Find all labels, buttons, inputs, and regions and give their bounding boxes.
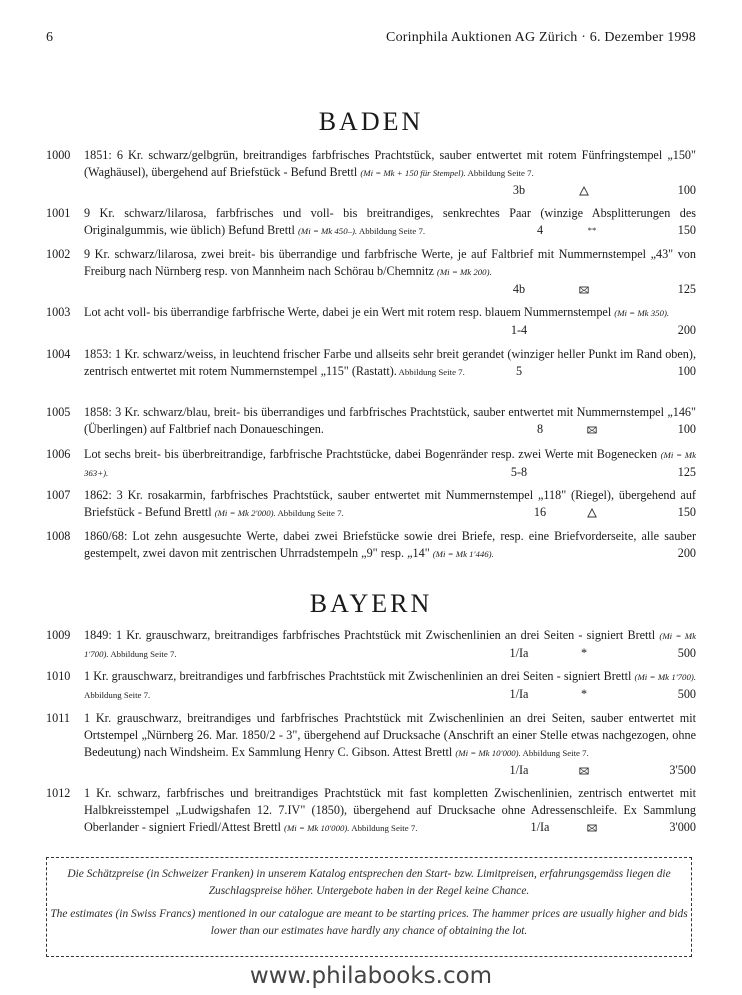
catalog-value: (Mi = Mk 350). — [614, 308, 670, 318]
lot-meta — [516, 504, 696, 521]
unused-gum-star-icon: * — [580, 687, 588, 701]
estimate-price: 3'500 — [669, 763, 696, 777]
illustration-ref: Abbildung Seite 7. — [396, 367, 465, 377]
lot-meta — [484, 686, 696, 703]
estimate-price: 125 — [677, 282, 696, 296]
catalog-value: (Mi = Mk 1'446). — [432, 549, 494, 559]
lot-number: 1010 — [46, 669, 71, 683]
lot-1010 — [46, 668, 696, 704]
unused-gum-stars-icon: ** — [587, 225, 597, 235]
cover-envelope-icon — [564, 281, 604, 298]
lot-description — [84, 147, 696, 197]
lot-1009 — [46, 627, 696, 663]
illustration-ref: Abbildung Seite 7. — [275, 508, 344, 518]
notice-english: The estimates (in Swiss Francs) mentioned in our catalogue are meant to be starting prices. The hammer prices are usually higher and bids lower than our estimates have hardly any chance of obtaining the lot. — [50, 908, 688, 937]
catalog-number: 1/Ia — [509, 646, 529, 660]
lot-description — [84, 487, 696, 522]
lot-description — [84, 205, 696, 240]
catalog-number: 1/Ia — [530, 820, 550, 834]
lot-meta — [626, 545, 696, 562]
lot-text: 1851: 6 Kr. schwarz/gelbgrün, breitrandiges farbfrisches Prachtstück, sauber entwertet mit rotem Fünfringstempel „150" (Waghäusel), übergehend auf Briefstück - Befund Brettl — [84, 148, 696, 179]
cover-envelope-icon — [572, 819, 612, 836]
lot-description — [84, 627, 696, 663]
cover-envelope-icon — [564, 762, 604, 779]
lot-text: 9 Kr. schwarz/lilarosa, zwei breit- bis überrandige und farbfrische Werte, je auf Faltbrief mit Nummernstempel „43" von Freiburg nach Nürnberg resp. von Mannheim nach Schörau b/Chemnitz — [84, 247, 696, 278]
catalog-value: (Mi = Mk 10'000). — [455, 748, 521, 758]
illustration-ref: Abbildung Seite 7. — [108, 649, 177, 659]
catalog-value: (Mi = Mk 10'000). — [284, 823, 350, 833]
estimate-price: 100 — [677, 364, 696, 378]
footer-url: www.philabooks.com — [249, 963, 493, 989]
catalog-value: (Mi = Mk + 150 für Stempel). — [360, 168, 466, 178]
lot-1006 — [46, 446, 696, 482]
catalog-value: (Mi = Mk 2'000). — [214, 508, 276, 518]
catalog-value: (Mi = Mk 363+). — [84, 450, 696, 478]
lot-number: 1000 — [46, 148, 71, 162]
catalog-value: (Mi = Mk 1'700). — [84, 631, 696, 659]
lot-text: 1 Kr. grauschwarz, breitrandiges und farbfrisches Prachtstück mit Zwischenlinien an drei Seiten - signiert Brettl — [84, 669, 635, 683]
estimate-price: 150 — [677, 223, 696, 237]
catalog-number: 5-8 — [510, 465, 528, 479]
estimate-price: 125 — [677, 465, 696, 479]
estimate-price: 500 — [677, 646, 696, 660]
lot-text: 1 Kr. grauschwarz, breitrandiges und farbfrisches Prachtstück mit Zwischenlinien an drei Seiten, sauber entwertet mit Ortstempel „Nürnberg 26. Mar. 1850/2 - 3", übergehend auf Drucksache (Anschrift an einer Stelle etwas nachgezogen, ohne Bedeutung) nach Windsheim. Ex Sammlung Henry C. Gibson. Attest Brettl — [84, 711, 696, 759]
catalog-value: (Mi = Mk 1'700). — [634, 672, 696, 682]
illustration-ref: Abbildung Seite 7. — [357, 226, 426, 236]
cover-envelope-icon — [572, 421, 612, 438]
briefstueck-triangle-icon — [564, 182, 604, 199]
illustration-ref: Abbildung Seite 7. — [520, 748, 589, 758]
lot-1008 — [46, 528, 696, 563]
lot-number: 1001 — [46, 206, 71, 220]
lot-number: 1003 — [46, 305, 71, 319]
catalog-number: 16 — [533, 505, 547, 519]
lot-description — [84, 346, 696, 381]
section-title-bayern: BAYERN — [309, 589, 433, 618]
lot-meta — [516, 222, 696, 239]
lot-meta — [484, 182, 696, 199]
notice-german: Die Schätzpreise (in Schweizer Franken) in unserem Katalog entsprechen den Start- bzw. Limitpreisen, erfahrungsgemäss liegen die Zuschlagspreise höher. Untergebote haben in der Regel keine Chance. — [67, 868, 671, 897]
estimate-price: 100 — [677, 183, 696, 197]
lot-1000 — [46, 147, 696, 199]
estimate-price: 200 — [677, 546, 696, 560]
illustration-ref: Abbildung Seite 7. — [465, 168, 534, 178]
lot-meta — [484, 762, 696, 779]
lot-text: 1862: 3 Kr. rosakarmin, farbfrisches Prachtstück, sauber entwertet mit Nummernstempel „118" (Riegel), übergehend auf Briefstück - Befund Brettl — [84, 488, 696, 519]
lot-number: 1011 — [46, 711, 70, 725]
lot-number: 1012 — [46, 786, 71, 800]
lot-number: 1006 — [46, 447, 71, 461]
lot-description — [84, 446, 696, 482]
lot-1012 — [46, 785, 696, 837]
lot-description — [84, 246, 696, 296]
lot-meta — [484, 464, 696, 481]
lot-1001 — [46, 205, 696, 240]
lot-text: 1860/68: Lot zehn ausgesuchte Werte, dabei zwei Briefstücke sowie drei Briefe, resp. eine Briefvorderseite, alle sauber gestempelt, zwei davon mit zentrischen Uhrradstempeln „9" resp. „14" — [84, 529, 696, 560]
catalog-number: 1-4 — [510, 323, 528, 337]
estimate-price: 3'000 — [669, 820, 696, 834]
illustration-ref: Abbildung Seite 7. — [349, 823, 418, 833]
lot-meta — [516, 819, 696, 836]
lot-1003 — [46, 304, 696, 339]
lot-meta — [484, 363, 696, 380]
illustration-ref: Abbildung Seite 7. — [84, 690, 151, 700]
estimate-price: 500 — [677, 687, 696, 701]
lot-description — [84, 528, 696, 563]
lot-1005 — [46, 404, 696, 438]
page-header — [46, 30, 696, 50]
catalog-value: (Mi = Mk 450–). — [297, 226, 358, 236]
lot-text: Lot sechs breit- bis überbreitrandige, farbfrische Prachtstücke, dabei Bogenränder resp. zwei Werte mit Bogenecken — [84, 447, 661, 461]
lot-description — [84, 404, 696, 438]
estimate-price: 200 — [677, 323, 696, 337]
lot-meta — [484, 645, 696, 662]
lot-number: 1007 — [46, 488, 71, 502]
catalog-number: 1/Ia — [509, 763, 529, 777]
catalog-title: Corinphila Auktionen AG Zürich · 6. Dezember 1998 — [386, 30, 696, 45]
catalog-number: 1/Ia — [509, 687, 529, 701]
unused-gum-star-icon: * — [580, 646, 588, 660]
catalog-number: 4b — [512, 282, 526, 296]
lot-1004 — [46, 346, 696, 381]
lot-description — [84, 785, 696, 837]
lot-text: 1 Kr. schwarz, farbfrisches und breitrandiges Prachtstück mit fast kompletten Zwischenlinien, zentrisch entwertet mit Halbkreisstempel „Ludwigshafen 12. 7.IV" (1850), übergehend auf Drucksache ohne Adressenschleife. Ex Sammlung Oberlander - signiert Friedl/Attest Brettl — [84, 786, 696, 834]
catalog-number: 5 — [515, 364, 523, 378]
lot-1011 — [46, 710, 696, 779]
lot-number: 1008 — [46, 529, 71, 543]
lot-meta — [484, 322, 696, 339]
lot-text: 1849: 1 Kr. grauschwarz, breitrandiges farbfrisches Prachtstück mit Zwischenlinien an drei Seiten - signiert Brettl — [84, 628, 660, 642]
lot-description — [84, 710, 696, 777]
lot-number: 1004 — [46, 347, 71, 361]
briefstueck-triangle-icon — [572, 504, 612, 521]
lot-text: Lot acht voll- bis überrandige farbfrische Werte, dabei je ein Wert mit rotem resp. blauem Nummernstempel — [84, 305, 615, 319]
lot-text: 1858: 3 Kr. schwarz/blau, breit- bis überrandiges und farbfrisches Prachtstück, sauber entwertet mit Nummernstempel „146" (Überlingen) auf Faltbrief nach Donaueschingen. — [84, 405, 696, 436]
catalog-value: (Mi = Mk 200). — [436, 267, 492, 277]
page-number: 6 — [46, 30, 53, 45]
lot-1007 — [46, 487, 696, 522]
lot-meta — [484, 281, 696, 298]
lot-meta — [516, 421, 696, 438]
estimate-price: 150 — [677, 505, 696, 519]
section-title-baden: BADEN — [318, 107, 424, 136]
lot-1002 — [46, 246, 696, 298]
lot-text: 1853: 1 Kr. schwarz/weiss, in leuchtend frischer Farbe und allseits sehr breit gerandet (winziger heller Punkt im Rand oben), zentrisch entwertet mit rotem Nummernstempel „115" (Rastatt). — [84, 347, 696, 378]
lot-description — [84, 304, 696, 337]
lot-number: 1005 — [46, 405, 71, 419]
catalog-number: 3b — [512, 183, 526, 197]
lot-text: 9 Kr. schwarz/lilarosa, farbfrisches und voll- bis breitrandiges, senkrechtes Paar (winzige Absplitterungen des Originalgummis, wie üblich) Befund Brettl — [84, 206, 696, 237]
lot-number: 1002 — [46, 247, 71, 261]
estimates-notice-box — [46, 857, 692, 957]
lot-number: 1009 — [46, 628, 71, 642]
estimate-price: 100 — [677, 422, 696, 436]
catalog-number: 4 — [536, 223, 544, 237]
catalog-number: 8 — [536, 422, 544, 436]
lot-description — [84, 668, 696, 704]
